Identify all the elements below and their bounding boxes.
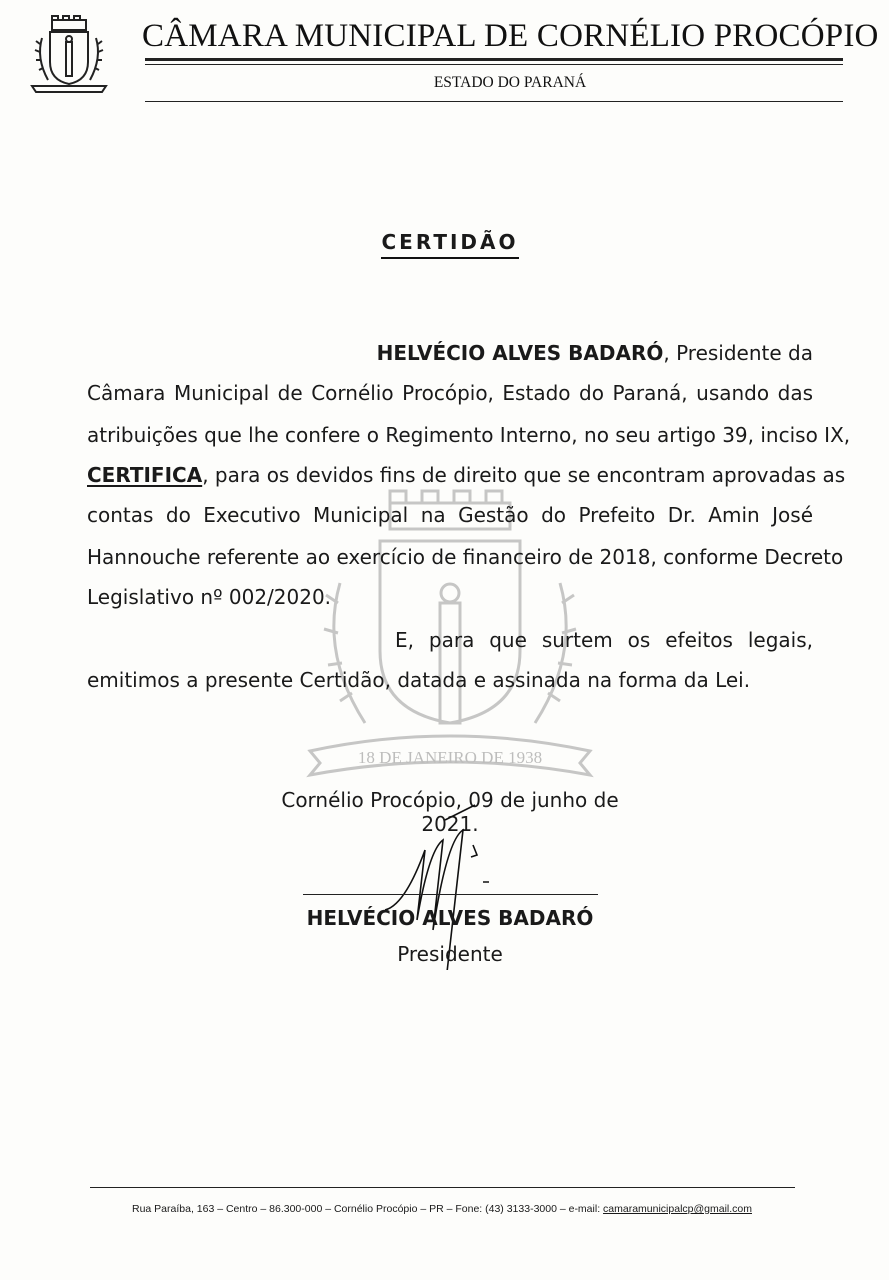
- paragraph-line: atribuições que lhe confere o Regimento Interno, no seu artigo 39, inciso IX,: [87, 423, 851, 447]
- paragraph-line: E, para que surtem os efeitos legais,: [395, 628, 813, 652]
- coat-of-arms-icon: [26, 14, 112, 98]
- signature-line: [303, 894, 598, 895]
- crest-banner-text: 18 DE JANEIRO DE 1938: [357, 748, 543, 767]
- header-rule-thin: [145, 64, 843, 65]
- signatory-role: Presidente: [397, 942, 503, 966]
- institution-name: CÂMARA MUNICIPAL DE CORNÉLIO PROCÓPIO: [142, 18, 879, 54]
- footer-contact: Rua Paraíba, 163 – Centro – 86.300-000 – Cornélio Procópio – PR – Fone: (43) 3133-3000 – e-mail: camaramunicipalcp@gmail.com: [131, 1203, 752, 1215]
- header-rule: [145, 58, 843, 61]
- certifica-keyword: CERTIFICA: [87, 463, 203, 487]
- footer-rule: [90, 1187, 795, 1188]
- paragraph-line: CERTIFICA, para os devidos fins de direito que se encontram aprovadas as: [87, 463, 846, 487]
- document-title: CERTIDÃO: [300, 230, 600, 254]
- president-name: HELVÉCIO ALVES BADARÓ: [376, 341, 664, 365]
- paragraph-line: Legislativo nº 002/2020.: [87, 585, 332, 609]
- paragraph-line: contas do Executivo Municipal na Gestão do Prefeito Dr. Amin José: [87, 503, 813, 527]
- paragraph-line: Hannouche referente ao exercício de financeiro de 2018, conforme Decreto: [87, 545, 844, 569]
- paragraph-line: emitimos a presente Certidão, datada e assinada na forma da Lei.: [87, 668, 751, 692]
- paragraph-line: HELVÉCIO ALVES BADARÓ, Presidente da: [376, 341, 813, 365]
- signatory-name: HELVÉCIO ALVES BADARÓ: [306, 906, 594, 930]
- email-link[interactable]: camaramunicipalcp@gmail.com: [603, 1203, 752, 1215]
- paragraph-line: Câmara Municipal de Cornélio Procópio, Estado do Paraná, usando das: [87, 381, 813, 405]
- state-name: ESTADO DO PARANÁ: [433, 74, 587, 91]
- document-date: Cornélio Procópio, 09 de junho de 2021.: [281, 788, 619, 836]
- header-divider: [145, 101, 843, 102]
